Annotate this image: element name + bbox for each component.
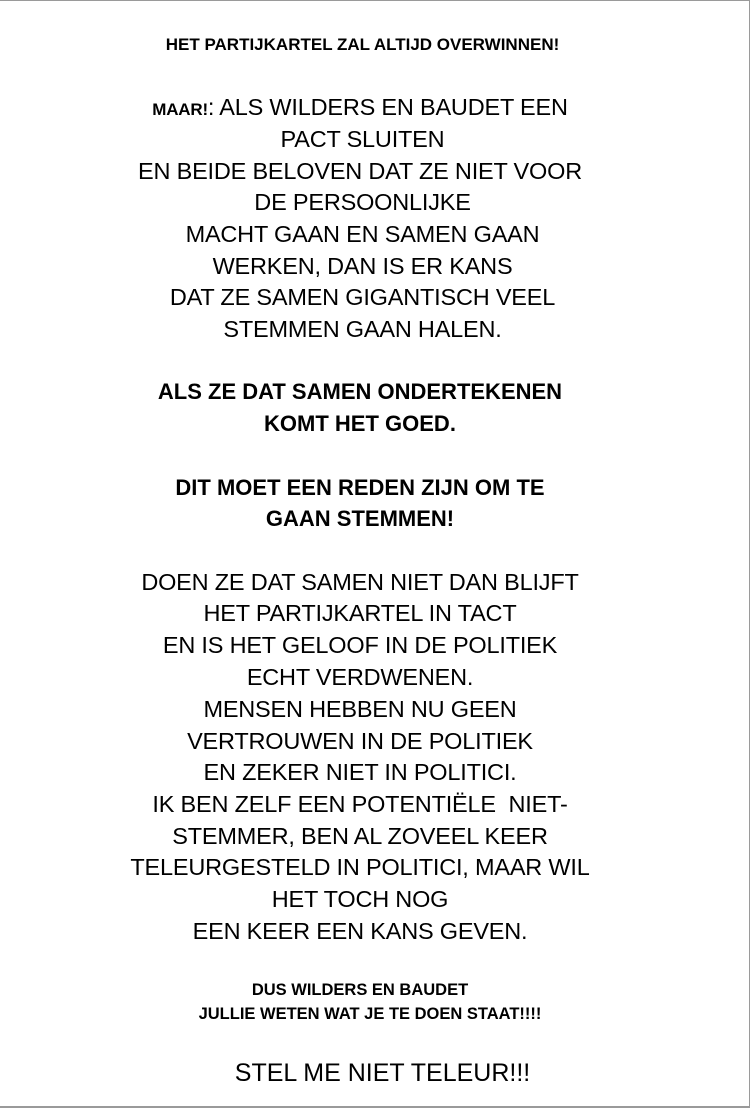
paragraph-4-line: HET TOCH NOG (271, 886, 449, 912)
paragraph-4-line: DOEN ZE DAT SAMEN NIET DAN BLIJFT (141, 569, 579, 595)
maar-label: MAAR! (152, 100, 208, 119)
paragraph-1-line: WERKEN, DAN IS ER KANS (212, 253, 513, 279)
paragraph-1-line: STEMMEN GAAN HALEN. (223, 316, 502, 342)
page-border-top (0, 0, 750, 1)
paragraph-1-line: MACHT GAAN EN SAMEN GAAN (185, 221, 540, 247)
paragraph-1-lead (10, 94, 710, 121)
paragraph-2-line: ALS ZE DAT SAMEN ONDERTEKENEN (157, 379, 563, 404)
paragraph-3-line: DIT MOET EEN REDEN ZIJN OM TE (175, 475, 545, 500)
paragraph-2-line: KOMT HET GOED. (264, 411, 456, 436)
paragraph-4-line: IK BEN ZELF EEN POTENTIËLE NIET- (152, 791, 568, 817)
paragraph-1-line: DAT ZE SAMEN GIGANTISCH VEEL (169, 284, 556, 310)
paragraph-4-line: EEN KEER EEN KANS GEVEN. (192, 918, 528, 944)
paragraph-4-line: ECHT VERDWENEN. (246, 664, 474, 690)
paragraph-4-line: STEMMER, BEN AL ZOVEEL KEER (172, 823, 548, 849)
paragraph-4-line: HET PARTIJKARTEL IN TACT (203, 600, 517, 626)
paragraph-4-line: MENSEN HEBBEN NU GEEN (203, 696, 517, 722)
document-title: HET PARTIJKARTEL ZAL ALTIJD OVERWINNEN! (165, 35, 560, 54)
paragraph-4-line: EN ZEKER NIET IN POLITICI. (203, 759, 517, 785)
paragraph-5-line: JULLIE WETEN WAT JE TE DOEN STAAT!!!! (198, 1005, 542, 1023)
paragraph-1-line: EN BEIDE BELOVEN DAT ZE NIET VOOR (138, 158, 582, 184)
paragraph-5-line: DUS WILDERS EN BAUDET (251, 981, 469, 999)
paragraph-1-lead-text: : ALS WILDERS EN BAUDET EEN (207, 94, 568, 120)
paragraph-1-line: PACT SLUITEN (280, 126, 445, 152)
paragraph-1-line: DE PERSOONLIJKE (254, 189, 471, 215)
closing-line: STEL ME NIET TELEUR!!! (234, 1059, 531, 1087)
paragraph-4-line: EN IS HET GELOOF IN DE POLITIEK (162, 632, 558, 658)
paragraph-4-line: VERTROUWEN IN DE POLITIEK (187, 728, 533, 754)
paragraph-4-line: TELEURGESTELD IN POLITICI, MAAR WIL (130, 854, 590, 880)
paragraph-3-line: GAAN STEMMEN! (265, 506, 455, 531)
